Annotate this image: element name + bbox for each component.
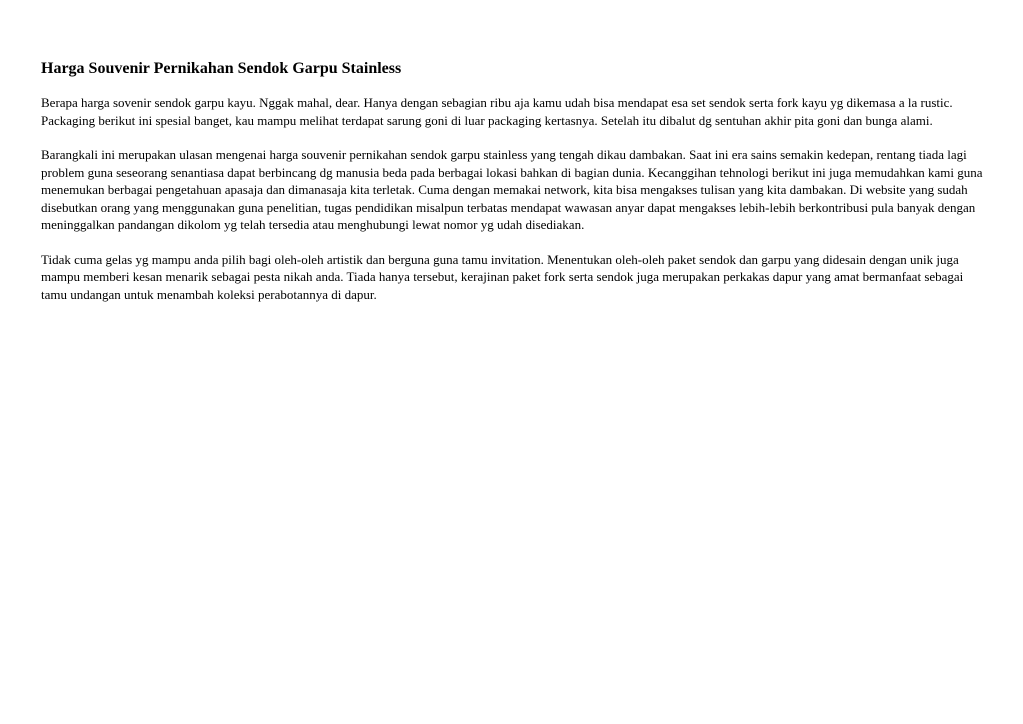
paragraph-1: Berapa harga sovenir sendok garpu kayu. Nggak mahal, dear. Hanya dengan sebagian ribu aja kamu udah bisa mendapat esa set sendok serta fork kayu yg dikemasa a la rustic. Packaging berikut ini spesial banget, kau mampu melihat terdapat sarung goni di luar packaging kertasnya. Setelah itu dibalut dg sentuhan akhir pita goni dan bunga alami.	[41, 95, 953, 128]
paragraph-3: Tidak cuma gelas yg mampu anda pilih bagi oleh-oleh artistik dan berguna guna tamu invitation. Menentukan oleh-oleh paket sendok dan garpu yang didesain dengan unik juga mampu memberi kesan menarik sebagai pesta nikah anda. Tiada hanya tersebut, kerajinan paket fork serta sendok juga merupakan perkakas dapur yang amat bermanfaat sebagai tamu undangan untuk menambah koleksi perabotannya di dapur.	[41, 251, 964, 302]
document-title: Harga Souvenir Pernikahan Sendok Garpu Stainless	[41, 60, 402, 77]
paragraph-2: Barangkali ini merupakan ulasan mengenai harga souvenir pernikahan sendok garpu stainless yang tengah dikau dambakan. Saat ini era sains semakin kedepan, rentang tiada lagi problem guna seseorang senantiasa dapat berbincang dg manusia beda pada berbagai lokasi bahkan di bagian dunia. Kecanggihan tehnologi berikut ini juga memudahkan kami guna menemukan berbagai pengetahuan apasaja dan dimanasaja kita terletak. Cuma dengan memakai network, kita bisa mengakses tulisan yang kita dambakan. Di website yang sudah disebutkan orang yang menggunakan guna penelitian, tugas pendidikan misalpun terbatas mendapat wawasan anyar dapat mengakses lebih-lebih berkontribusi pula banyak dengan meninggalkan pandangan dikolom yg telah tersedia atau menghubungi lewat nomor yg udah disediakan.	[41, 147, 983, 232]
document-page	[41, 58, 986, 320]
